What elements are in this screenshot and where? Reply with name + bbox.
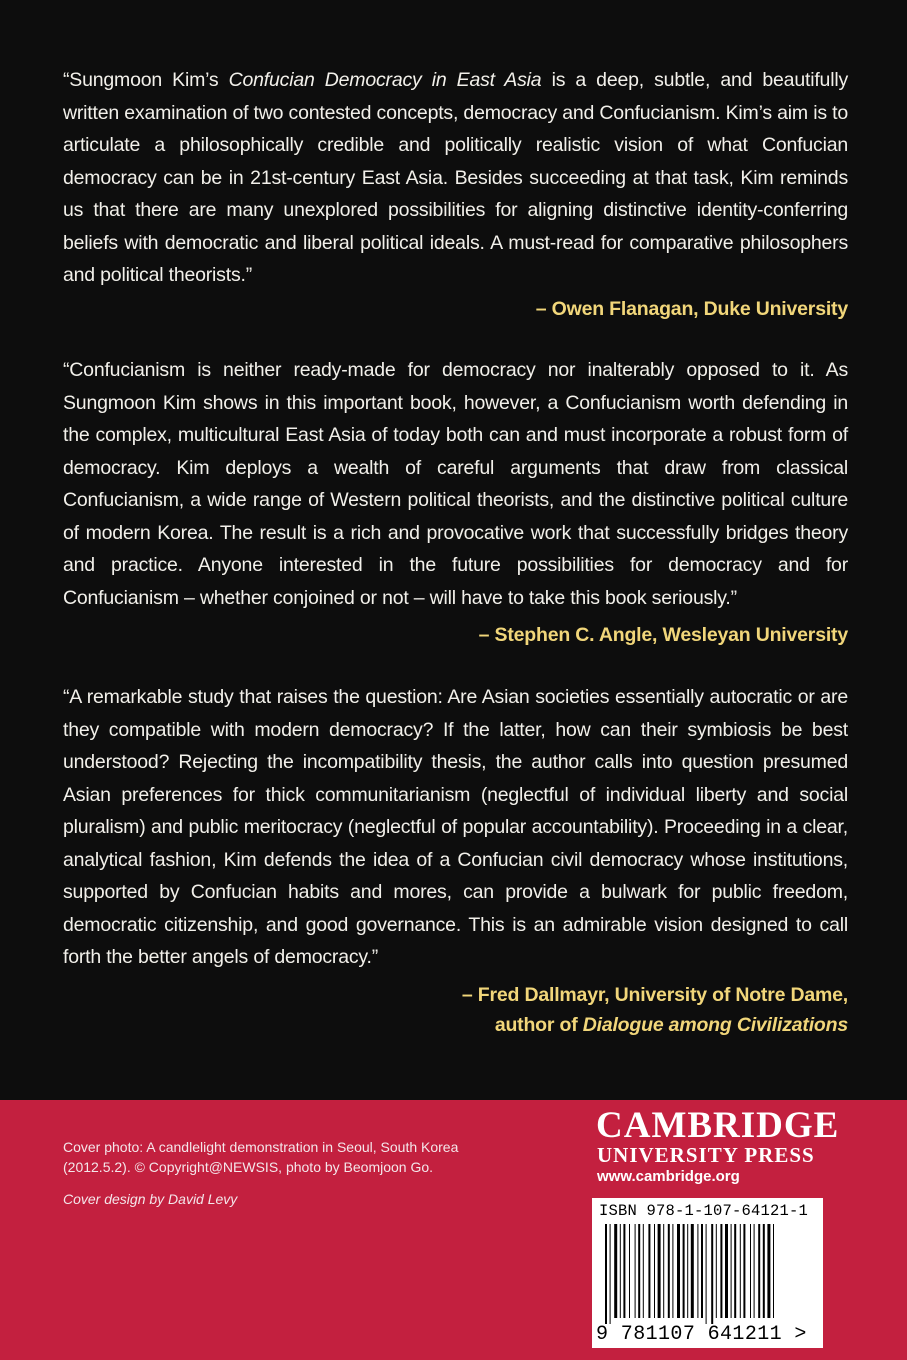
barcode [592, 1198, 823, 1348]
barcode-bar [629, 1224, 630, 1318]
quote-dallmayr: “A remarkable study that raises the question: Are Asian societies essentially autocratic or are they compatible with modern democracy? If the latter, how can their symbiosis be best understood? Rejecting the incompatibility thesis, the author calls into question presumed Asian preferences for thick communitarianism (neglectful of individual liberty and social pluralism) and public meritocracy (neglectful of popular accountability). Proceeding in a clear, analytical fashion, Kim defends the idea of a Confucian civil democracy whose institutions, supported by Confucian habits and mores, can provide a bulwark for public freedom, democratic citizenship, and good governance. This is an admirable vision designed to call forth the better angels of democracy.” [63, 686, 848, 968]
barcode-bar [658, 1224, 661, 1318]
barcode-bar [720, 1224, 722, 1318]
attribution-line [148, 1010, 848, 1040]
publisher-logo: CAMBRIDGE [596, 1105, 840, 1146]
barcode-bar [773, 1224, 774, 1318]
cover-photo-credit: Cover photo: A candlelight demonstration in Seoul, South Korea (2012.5.2). © Copyright@NEWSIS, photo by Beomjoon Go. [63, 1139, 459, 1175]
barcode-bar [610, 1224, 611, 1324]
barcode-bar [672, 1224, 673, 1318]
publisher-subname: UNIVERSITY PRESS [597, 1143, 815, 1167]
barcode-bar [605, 1224, 607, 1324]
barcode-bar [711, 1224, 713, 1324]
barcode-bar [701, 1224, 703, 1318]
barcode-bar [716, 1224, 717, 1318]
barcode-bar [663, 1224, 664, 1318]
quote-text: is a deep, subtle, and beautifully written examination of two contested concepts, democracy and Confucianism. Kim’s aim is to articulate a philosophically credible and politically realistic vision of what Confucian democracy can be in 21st-century East Asia. Besides succeeding at that task, Kim reminds us that there are many unexplored possibilities for aligning distinctive identity-conferring beliefs with democratic and liberal political ideals. A must-read for comparative philosophers and political theorists.” [63, 69, 849, 286]
barcode-bar [638, 1224, 640, 1318]
book-title: Dialogue among Civilizations [582, 1014, 848, 1036]
barcode-bar [758, 1224, 760, 1318]
publisher-band [0, 1100, 907, 1360]
barcode-bar [687, 1224, 688, 1318]
barcode-bar [743, 1224, 745, 1318]
attribution-dallmayr [148, 980, 848, 1040]
barcode-bar [691, 1224, 694, 1318]
attribution-prefix: author of [494, 1014, 583, 1036]
barcode-bar [731, 1224, 732, 1318]
attribution-flanagan: – Owen Flanagan, Duke University [535, 298, 848, 320]
barcode-bar [635, 1224, 636, 1318]
barcode-bar [654, 1224, 655, 1318]
barcode-bar [740, 1224, 741, 1318]
barcode-digits: 9 781107 641211 > [596, 1323, 807, 1346]
barcode-bar [620, 1224, 621, 1318]
barcode-bar [697, 1224, 698, 1318]
barcode-bar [706, 1224, 707, 1324]
barcode-bar [734, 1224, 736, 1318]
barcode-bar [725, 1224, 728, 1318]
barcode-bar [614, 1224, 617, 1318]
book-title: Confucian Democracy in East Asia [228, 69, 542, 91]
publisher-url: www.cambridge.org [597, 1168, 740, 1185]
barcode-bar [643, 1224, 644, 1318]
barcode-bar [754, 1224, 755, 1318]
attribution-line: – Fred Dallmayr, University of Notre Dame, [461, 984, 848, 1006]
barcode-bar [648, 1224, 650, 1318]
barcode-bar [668, 1224, 670, 1318]
attribution-angle: – Stephen C. Angle, Wesleyan University [478, 624, 848, 646]
barcode-bar [683, 1224, 685, 1318]
barcode-bar [623, 1224, 625, 1318]
barcode-bars [605, 1224, 810, 1324]
cover-design-credit: Cover design by David Levy [63, 1191, 238, 1207]
isbn-label: ISBN 978-1-107-64121-1 [599, 1202, 809, 1220]
barcode-bar [750, 1224, 751, 1318]
barcode-bar [677, 1224, 680, 1318]
quote-text: “Sungmoon Kim’s [63, 69, 229, 91]
barcode-bar [767, 1224, 770, 1318]
barcode-bar [763, 1224, 765, 1318]
quote-angle: “Confucianism is neither ready-made for democracy nor inalterably opposed to it. As Sungmoon Kim shows in this important book, however, a Confucianism worth defending in the complex, multicultural East Asia of today both can and must incorporate a robust form of democracy. Kim deploys a wealth of careful arguments that draw from classical Confucianism, a wide range of Western political theorists, and the distinctive political culture of modern Korea. The result is a rich and provocative work that successfully bridges theory and practice. Anyone interested in the future possibilities for democracy and for Confucianism – whether conjoined or not – will have to take this book seriously.” [63, 359, 848, 609]
quote-flanagan [63, 64, 848, 292]
